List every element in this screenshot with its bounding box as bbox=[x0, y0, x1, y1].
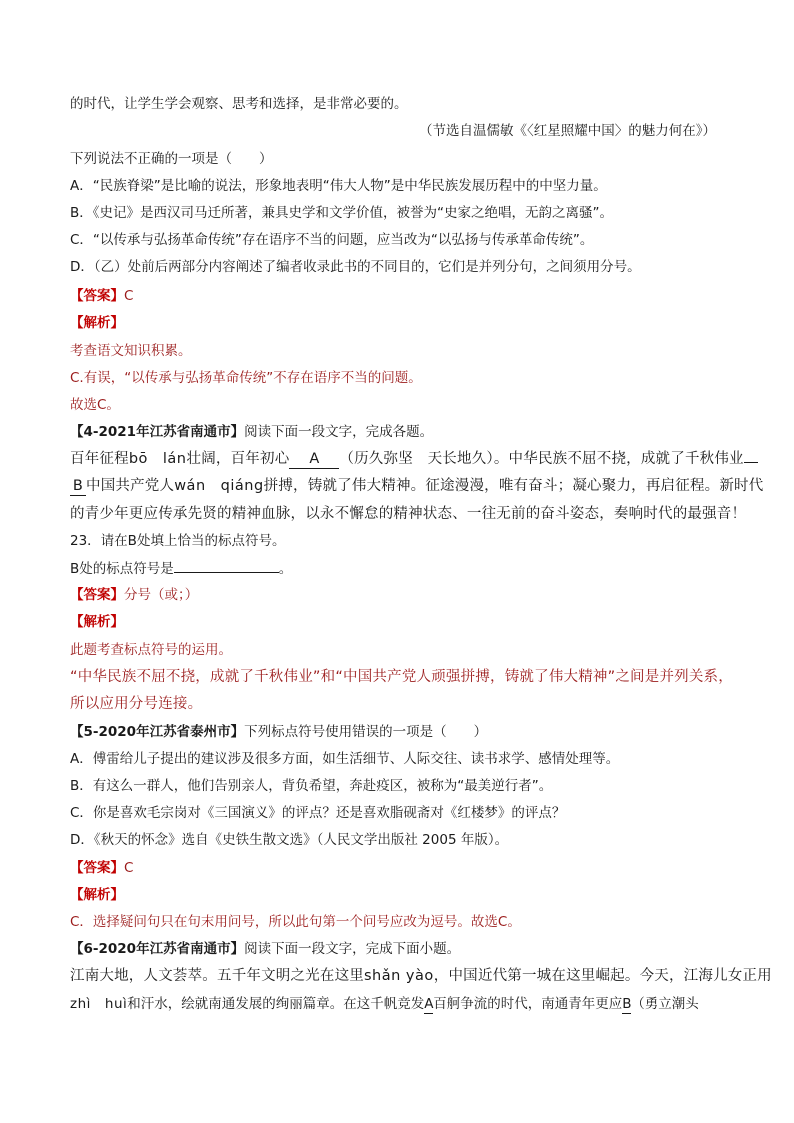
option-c: C．你是喜欢毛宗岗对《三国演义》的评点？还是喜欢脂砚斋对《红楼梦》的评点？ bbox=[70, 805, 566, 821]
analysis-label-text: 【解析】 bbox=[70, 614, 124, 630]
fill-end: 。 bbox=[278, 561, 293, 577]
option-d: D．《秋天的怀念》选自《史铁生散文选》（人民文学出版社 2005 年版）。 bbox=[70, 832, 509, 848]
question-stem: 下列说法不正确的一项是（ ） bbox=[70, 151, 273, 167]
passage-text bbox=[70, 995, 732, 1014]
answer-line bbox=[70, 586, 732, 604]
answer-blank bbox=[174, 559, 279, 573]
option-b: B．有这么一群人，他们告别亲人，背负希望，奔赴疫区，被称为“最美逆行者”。 bbox=[70, 778, 553, 794]
question-intro: 下列标点符号使用错误的一项是（ ） bbox=[244, 724, 488, 740]
passage-segment: （历久弥坚 天长地久）。中华民族不屈不挠，成就了千秋伟业 bbox=[339, 451, 744, 467]
passage-segment: 壮阔，百年初心 bbox=[186, 451, 290, 467]
passage-text bbox=[70, 450, 744, 469]
blank-b: B bbox=[622, 996, 632, 1012]
analysis-label-text: 【解析】 bbox=[70, 887, 124, 903]
analysis-text: 所以应用分号连接。 bbox=[70, 696, 203, 712]
passage-text: 的时代，让学生学会观察、思考和选择，是非常必要的。 bbox=[70, 96, 408, 112]
analysis-text: “中华民族不屈不挠，成就了千秋伟业”和“中国共产党人顽强拼搏，铸就了伟大精神”之间是并列关系， bbox=[70, 669, 733, 685]
answer-label: 【答案】 bbox=[70, 288, 124, 304]
passage-text bbox=[70, 967, 772, 985]
answer-value: C bbox=[124, 860, 134, 876]
fill-prompt bbox=[70, 559, 732, 578]
passage-segment: 百年征程 bbox=[70, 451, 129, 467]
passage-text bbox=[70, 477, 764, 496]
analysis-text: 此题考查标点符号的运用。 bbox=[70, 642, 232, 658]
analysis-text: 考查语文知识积累。 bbox=[70, 343, 192, 359]
question-stem: 23．请在B处填上恰当的标点符号。 bbox=[70, 533, 286, 549]
question-tag: 【4-2021年江苏省南通市】 bbox=[70, 424, 245, 440]
source-citation: （节选自温儒敏《〈红星照耀中国〉的魅力何在》） bbox=[419, 123, 716, 139]
passage-segment: 和汗水，绘就南通发展的绚丽篇章。在这千帆竞发 bbox=[127, 996, 425, 1012]
passage-segment: 江南大地，人文荟萃。五千年文明之光在这里 bbox=[70, 968, 364, 984]
passage-segment: 百舸争流的时代，南通青年更应 bbox=[433, 996, 623, 1012]
passage-segment: 拼搏，铸就了伟大精神。征途漫漫，唯有奋斗；凝心聚力，再启征程。新时代 bbox=[263, 478, 764, 494]
option-c: C．“以传承与弘扬革命传统”存在语序不当的问题，应当改为“以弘扬与传承革命传统”。 bbox=[70, 232, 594, 248]
answer-line bbox=[70, 287, 732, 305]
question-header bbox=[70, 423, 732, 441]
pinyin: zhì huì bbox=[70, 996, 128, 1012]
question-header bbox=[70, 723, 732, 741]
answer-value: C bbox=[124, 288, 134, 304]
analysis-text: 故选C。 bbox=[70, 397, 120, 413]
answer-value: 分号（或；） bbox=[124, 587, 199, 603]
passage-segment: 中国共产党人 bbox=[86, 478, 175, 494]
fill-text: B处的标点符号是 bbox=[70, 561, 174, 577]
blank-b: B bbox=[70, 477, 86, 496]
question-intro: 阅读下面一段文字，完成各题。 bbox=[244, 424, 434, 440]
blank-a: A bbox=[424, 996, 434, 1012]
analysis-label-text: 【解析】 bbox=[70, 315, 124, 331]
analysis-label bbox=[70, 613, 732, 631]
analysis-label bbox=[70, 886, 732, 904]
analysis-label bbox=[70, 314, 732, 332]
question-header bbox=[70, 940, 732, 958]
answer-line bbox=[70, 859, 732, 877]
blank-underline bbox=[744, 462, 758, 463]
option-a: A．傅雷给儿子提出的建议涉及很多方面，如生活细节、人际交往、读书求学、感情处理等。 bbox=[70, 751, 620, 767]
answer-label: 【答案】 bbox=[70, 587, 124, 603]
option-d: D．（乙）处前后两部分内容阐述了编者收录此书的不同目的，它们是并列分句，之间须用分号。 bbox=[70, 259, 641, 275]
passage-segment: ，中国近代第一城在这里崛起。今天，江海儿女正用 bbox=[433, 968, 772, 984]
pinyin: wán qiáng bbox=[174, 478, 264, 494]
question-intro: 阅读下面一段文字，完成下面小题。 bbox=[244, 941, 461, 957]
analysis-text: C．选择疑问句只在句末用问号，所以此句第一个问号应改为逗号。故选C。 bbox=[70, 914, 521, 930]
passage-segment: （勇立潮头 bbox=[631, 996, 699, 1012]
pinyin: shǎn yào bbox=[364, 968, 434, 984]
passage-text: 的青少年更应传承先贤的精神血脉，以永不懈怠的精神状态、一往无前的奋斗姿态，奏响时代的最强音！ bbox=[70, 506, 747, 522]
answer-label: 【答案】 bbox=[70, 860, 124, 876]
question-tag: 【6-2020年江苏省南通市】 bbox=[70, 941, 245, 957]
analysis-text: C.有误，“以传承与弘扬革命传统”不存在语序不当的问题。 bbox=[70, 370, 422, 386]
option-a: A．“民族脊梁”是比喻的说法，形象地表明“伟大人物”是中华民族发展历程中的中坚力量。 bbox=[70, 178, 607, 194]
blank-a: A bbox=[289, 450, 339, 469]
question-tag: 【5-2020年江苏省泰州市】 bbox=[70, 724, 245, 740]
option-b: B．《史记》是西汉司马迁所著，兼具史学和文学价值，被誉为“史家之绝唱，无韵之离骚”。 bbox=[70, 205, 613, 221]
pinyin: bō lán bbox=[128, 451, 187, 467]
